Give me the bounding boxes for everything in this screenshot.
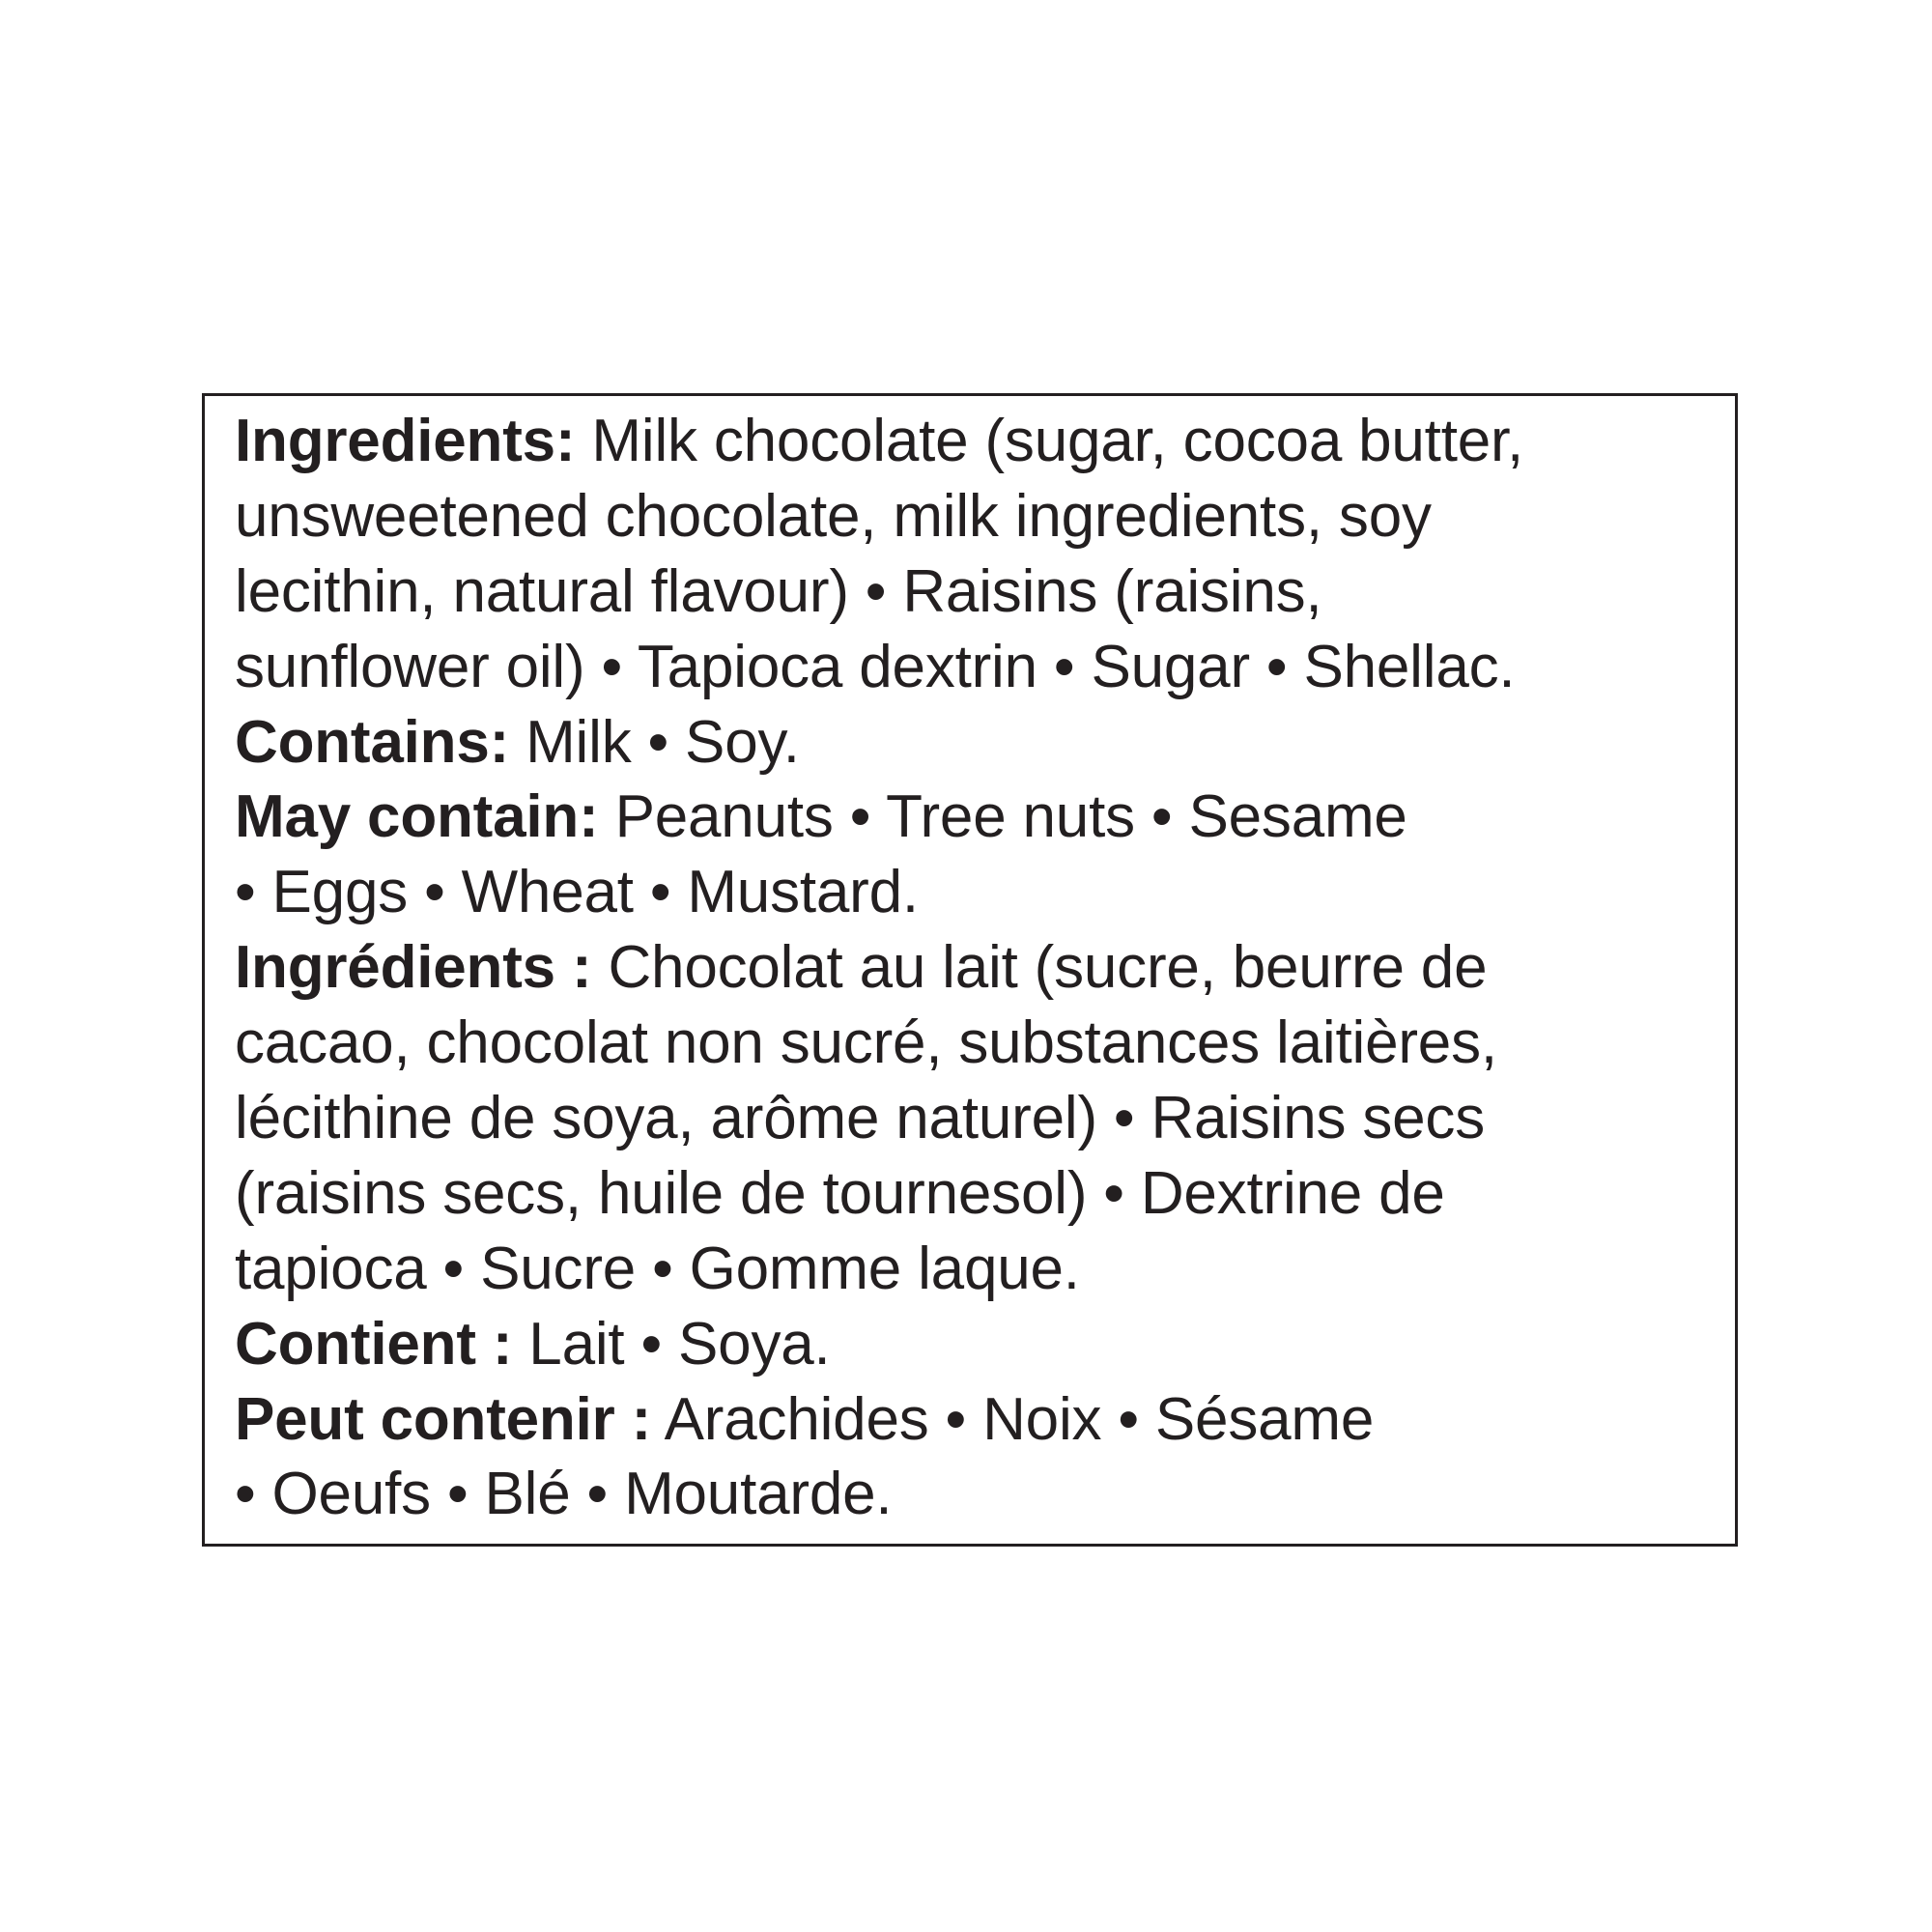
line-text: Milk chocolate (sugar, cocoa butter, — [575, 408, 1524, 474]
label-line — [235, 1006, 1722, 1081]
line-text: (raisins secs, huile de tournesol) • Dextrine de — [235, 1159, 1445, 1227]
line-text: unsweetened chocolate, milk ingredients, soy — [235, 482, 1432, 550]
line-text: • Oeufs • Blé • Moutarde. — [235, 1461, 893, 1528]
ingredients-label-box — [202, 393, 1738, 1547]
label-line — [235, 780, 1722, 855]
label-line — [235, 479, 1722, 554]
label-line — [235, 630, 1722, 705]
label-line — [235, 1307, 1722, 1382]
ingredients-text-block — [235, 404, 1722, 1532]
line-text: Lait • Soya. — [512, 1310, 831, 1378]
heading-contains-fr: Contient : — [235, 1310, 513, 1378]
label-line — [235, 855, 1722, 930]
line-text: Peanuts • Tree nuts • Sesame — [598, 783, 1407, 851]
label-line — [235, 1457, 1722, 1532]
line-text: Chocolat au lait (sucre, beurre de — [591, 934, 1488, 1002]
line-text: tapioca • Sucre • Gomme laque. — [235, 1235, 1080, 1302]
heading-ingredients-en: Ingredients: — [235, 408, 576, 474]
line-text: lecithin, natural flavour) • Raisins (raisins, — [235, 557, 1322, 625]
line-text: Arachides • Noix • Sésame — [651, 1385, 1375, 1453]
line-text: sunflower oil) • Tapioca dextrin • Sugar • Shellac. — [235, 633, 1516, 700]
line-text: Milk • Soy. — [509, 708, 800, 776]
label-line — [235, 1382, 1722, 1458]
label-line — [235, 1156, 1722, 1232]
heading-contains-en: Contains: — [235, 708, 510, 776]
label-line — [235, 554, 1722, 630]
line-text: lécithine de soya, arôme naturel) • Raisins secs — [235, 1085, 1486, 1152]
label-line — [235, 705, 1722, 781]
label-line — [235, 404, 1722, 479]
label-line — [235, 1081, 1722, 1156]
heading-may-contain-en: May contain: — [235, 783, 599, 851]
line-text: • Eggs • Wheat • Mustard. — [235, 859, 919, 926]
line-text: cacao, chocolat non sucré, substances laitières, — [235, 1009, 1497, 1077]
heading-ingredients-fr: Ingrédients : — [235, 934, 592, 1002]
heading-may-contain-fr: Peut contenir : — [235, 1385, 652, 1453]
label-line — [235, 930, 1722, 1006]
label-line — [235, 1232, 1722, 1307]
